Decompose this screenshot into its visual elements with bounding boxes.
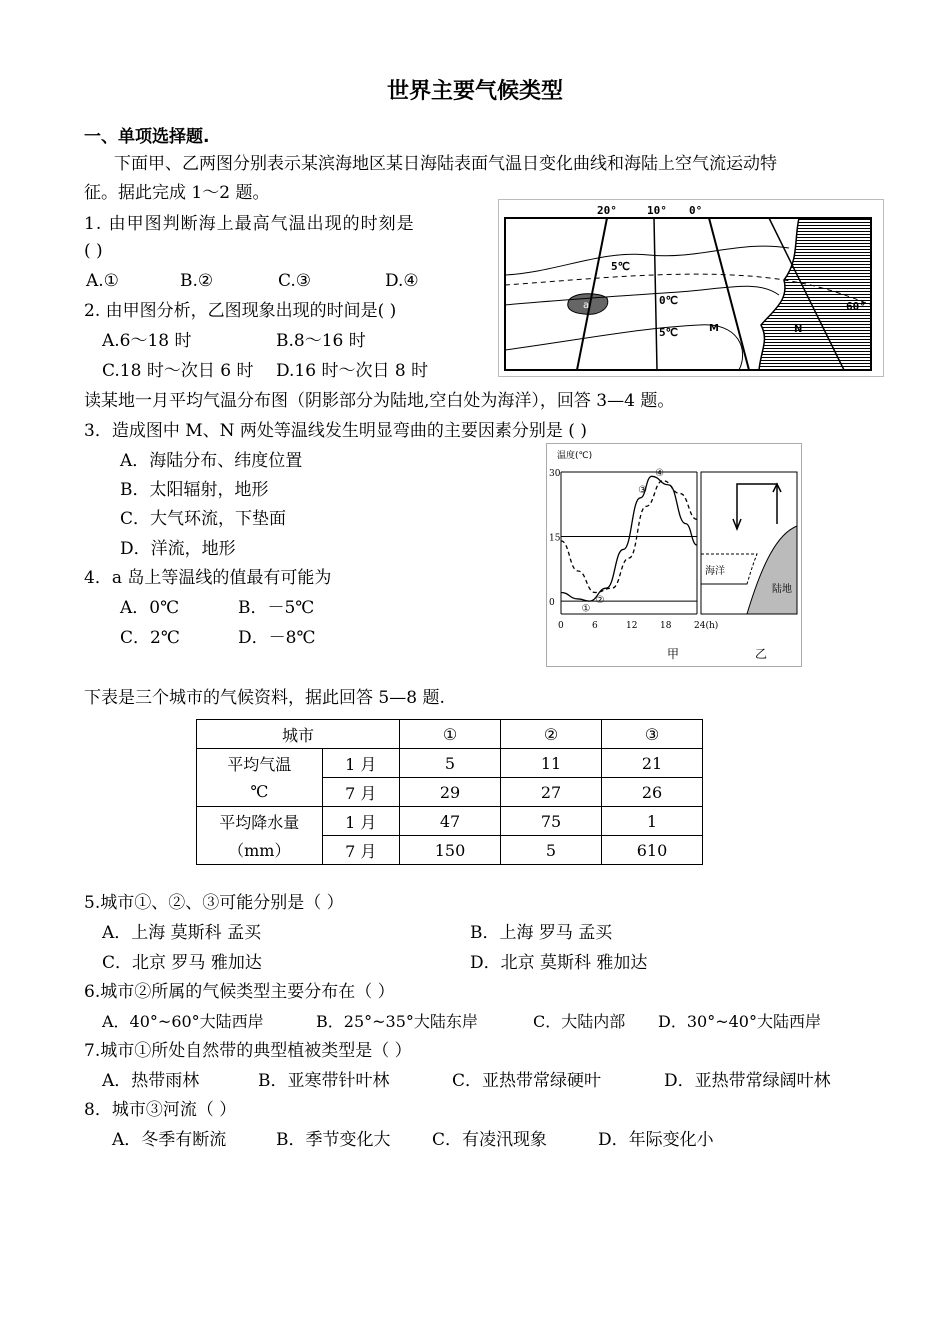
month-cell: 1 月 bbox=[322, 807, 399, 836]
question-7: 7.城市①所处自然带的典型植被类型是（ ） bbox=[84, 1041, 412, 1061]
series-line-solid bbox=[561, 476, 697, 601]
chart-marker: ④ bbox=[655, 468, 665, 479]
intro-text: 下面甲、乙两图分别表示某滨海地区某日海陆表面气温日变化曲线和海陆上空气流运动特 bbox=[114, 154, 777, 174]
point-label: M bbox=[709, 323, 719, 334]
question-4: 4．a 岛上等温线的值最有可能为 bbox=[84, 568, 332, 588]
table-cell: 5 bbox=[400, 749, 501, 778]
month-cell: 7 月 bbox=[322, 836, 399, 865]
table-cell: 5 bbox=[501, 836, 602, 865]
table-row bbox=[197, 720, 703, 749]
iso-label: 5℃ bbox=[659, 326, 678, 339]
map-svg bbox=[499, 200, 883, 376]
option-c[interactable]: C.18 时～次日 6 时 bbox=[102, 361, 254, 381]
option-a[interactable]: A．40°~60°大陆西岸 bbox=[102, 1012, 264, 1031]
table-cell: 29 bbox=[400, 778, 501, 807]
row-label: 平均降水量 bbox=[197, 807, 323, 836]
question-8: 8．城市③河流（ ） bbox=[84, 1100, 237, 1120]
option-c[interactable]: C．亚热带常绿硬叶 bbox=[452, 1071, 602, 1091]
answer-paren: ( ) bbox=[84, 241, 103, 261]
option-b[interactable]: B．亚寒带针叶林 bbox=[258, 1071, 390, 1091]
iso-label: 0℃ bbox=[659, 294, 678, 307]
table-row bbox=[197, 749, 703, 778]
row-label: 平均气温 bbox=[197, 749, 323, 778]
table-row bbox=[197, 836, 703, 865]
option-c[interactable]: C．有凌汛现象 bbox=[432, 1130, 548, 1150]
intro-text: 读某地一月平均气温分布图（阴影部分为陆地,空白处为海洋），回答 3—4 题。 bbox=[84, 391, 675, 411]
option-d[interactable]: D．北京 莫斯科 雅加达 bbox=[470, 953, 648, 973]
question-5: 5.城市①、②、③可能分别是（ ） bbox=[84, 893, 344, 913]
option-b[interactable]: B．－5℃ bbox=[238, 598, 315, 618]
table-cell: 75 bbox=[501, 807, 602, 836]
lat-label: 60° bbox=[846, 300, 866, 313]
intro-text: 下表是三个城市的气候资料，据此回答 5—8 题. bbox=[84, 688, 445, 708]
question-6: 6.城市②所属的气候类型主要分布在（ ） bbox=[84, 982, 395, 1002]
option-a[interactable]: A.① bbox=[86, 271, 119, 291]
lon-label: 0° bbox=[689, 204, 703, 217]
lon-label: 20° bbox=[597, 204, 617, 217]
y-tick-label: 30 bbox=[549, 469, 561, 479]
table-cell: 11 bbox=[501, 749, 602, 778]
land-label: 陆地 bbox=[772, 584, 792, 595]
x-tick-label: 6 bbox=[592, 621, 598, 631]
table-header-cell: ① bbox=[400, 720, 501, 749]
option-b[interactable]: B.8～16 时 bbox=[276, 331, 366, 351]
table-cell: 150 bbox=[400, 836, 501, 865]
isotherm-line bbox=[505, 286, 779, 305]
option-d[interactable]: D．－8℃ bbox=[238, 628, 316, 648]
table-cell: 21 bbox=[602, 749, 703, 778]
lon-label: 10° bbox=[647, 204, 667, 217]
point-label: a bbox=[583, 300, 590, 311]
table-row bbox=[197, 807, 703, 836]
table-cell: 610 bbox=[602, 836, 703, 865]
option-c[interactable]: C．北京 罗马 雅加达 bbox=[102, 953, 262, 973]
table-cell: 47 bbox=[400, 807, 501, 836]
isotherm-map bbox=[498, 199, 884, 377]
chart-marker: ② bbox=[595, 594, 605, 606]
table-header-cell: ② bbox=[501, 720, 602, 749]
option-d[interactable]: D．30°~40°大陆西岸 bbox=[658, 1012, 821, 1031]
chart-caption: 甲 bbox=[667, 647, 680, 661]
row-label: ℃ bbox=[197, 778, 323, 807]
option-d[interactable]: D.④ bbox=[385, 271, 419, 291]
isotherm-line bbox=[505, 246, 789, 275]
month-cell: 7 月 bbox=[322, 778, 399, 807]
page-title: 世界主要气候类型 bbox=[386, 79, 563, 104]
month-cell: 1 月 bbox=[322, 749, 399, 778]
sea-label: 海洋 bbox=[705, 566, 725, 577]
option-d[interactable]: D．年际变化小 bbox=[598, 1130, 714, 1150]
option-a[interactable]: A．0℃ bbox=[120, 598, 180, 618]
chart-marker: ① bbox=[581, 603, 591, 615]
option-b[interactable]: B．25°~35°大陆东岸 bbox=[316, 1012, 478, 1031]
option-c[interactable]: C．大陆内部 bbox=[533, 1012, 626, 1031]
option-b[interactable]: B．太阳辐射，地形 bbox=[120, 480, 269, 500]
y-tick-label: 0 bbox=[549, 598, 555, 609]
table-header-cell: 城市 bbox=[197, 720, 400, 749]
option-b[interactable]: B．季节变化大 bbox=[276, 1130, 391, 1150]
x-tick-label: 0 bbox=[558, 621, 564, 631]
y-axis-label: 温度(℃) bbox=[557, 451, 593, 461]
table-cell: 27 bbox=[501, 778, 602, 807]
option-d[interactable]: D.16 时～次日 8 时 bbox=[276, 361, 429, 381]
option-c[interactable]: C．大气环流，下垫面 bbox=[120, 509, 287, 529]
table-header-cell: ③ bbox=[602, 720, 703, 749]
chart-marker: ③ bbox=[638, 485, 648, 497]
x-tick-label: 12 bbox=[626, 621, 638, 631]
question-2: 2. 由甲图分析，乙图现象出现的时间是( ) bbox=[84, 301, 397, 321]
temperature-chart bbox=[547, 444, 801, 666]
question-1: 1. 由甲图判断海上最高气温出现的时刻是 bbox=[84, 214, 415, 234]
option-a[interactable]: A．热带雨林 bbox=[102, 1071, 200, 1091]
option-d[interactable]: D．洋流，地形 bbox=[120, 539, 236, 559]
land-area bbox=[759, 218, 871, 370]
iso-label: 5℃ bbox=[611, 260, 630, 273]
option-d[interactable]: D．亚热带常绿阔叶林 bbox=[664, 1071, 831, 1091]
option-a[interactable]: A．上海 莫斯科 孟买 bbox=[102, 923, 262, 943]
option-b[interactable]: B.② bbox=[180, 271, 214, 291]
table-cell: 26 bbox=[602, 778, 703, 807]
isotherm-line bbox=[505, 325, 743, 370]
option-c[interactable]: C．2℃ bbox=[120, 628, 180, 648]
question-3: 3．造成图中 M、N 两处等温线发生明显弯曲的主要因素分别是 ( ) bbox=[84, 421, 587, 441]
climate-table bbox=[196, 719, 703, 865]
x-tick-label: 24(h) bbox=[694, 621, 719, 631]
option-c[interactable]: C.③ bbox=[278, 271, 312, 291]
option-a[interactable]: A．冬季有断流 bbox=[112, 1130, 227, 1150]
intro-text: 征。据此完成 1～2 题。 bbox=[84, 183, 270, 203]
y-tick-label: 15 bbox=[549, 533, 561, 544]
section-heading: 一、单项选择题. bbox=[84, 127, 210, 147]
meridian-line bbox=[709, 218, 749, 370]
row-label: （mm） bbox=[197, 836, 323, 865]
option-a[interactable]: A.6～18 时 bbox=[102, 331, 192, 351]
temperature-figure bbox=[546, 443, 802, 667]
option-b[interactable]: B．上海 罗马 孟买 bbox=[470, 923, 613, 943]
option-a[interactable]: A．海陆分布、纬度位置 bbox=[120, 451, 303, 471]
x-tick-label: 18 bbox=[660, 621, 672, 631]
table-row bbox=[197, 778, 703, 807]
point-label: N bbox=[794, 324, 803, 335]
diagram-caption: 乙 bbox=[755, 647, 768, 661]
table-cell: 1 bbox=[602, 807, 703, 836]
